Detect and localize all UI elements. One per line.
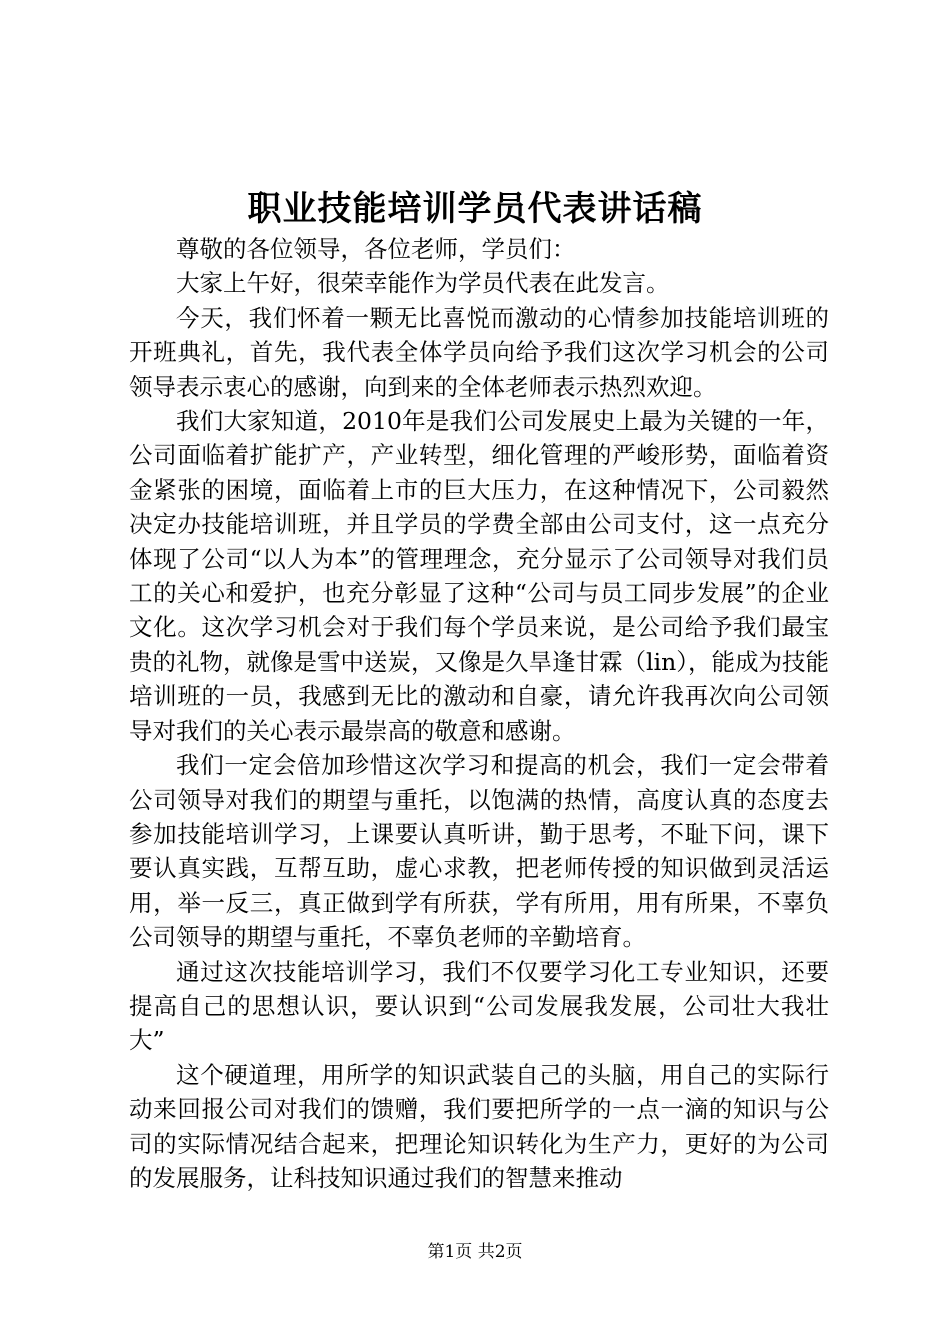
paragraph-salutation: 尊敬的各位领导，各位老师，学员们： bbox=[176, 235, 576, 263]
document-body bbox=[129, 232, 829, 1195]
paragraph-company-background: 我们大家知道，2010年是我们公司发展史上最为关键的一年，公司面临着扩能扩产，产业转型，细化管理的严峻形势，面临着资金紧张的困境，面临着上市的巨大压力，在这种情况下，公司毅然决定办技能培训班，并且学员的学费全部由公司支付，这一点充分体现了公司“以人为本”的管理理念，充分显示了公司领导对我们员工的关心和爱护，也充分彰显了这种“公司与员工同步发展”的企业文化。这次学习机会对于我们每个学员来说，是公司给予我们最宝贵的礼物，就像是雪中送炭，又像是久旱逢甘霖（lin），能成为技能培训班的一员，我感到无比的激动和自豪，请允许我再次向公司领导对我们的关心表示最崇高的敬意和感谢。 bbox=[129, 407, 829, 745]
paragraph-greeting: 大家上午好，很荣幸能作为学员代表在此发言。 bbox=[176, 269, 670, 298]
paragraph-learning-goals: 通过这次技能培训学习，我们不仅要学习化工专业知识，还要提高自己的思想认识，要认识到“公司发展我发展，公司壮大我壮大” bbox=[129, 957, 829, 1055]
page-number: 第1页 共2页 bbox=[427, 1242, 523, 1262]
paragraph-principle: 这个硬道理，用所学的知识武装自己的头脑，用自己的实际行动来回报公司对我们的馈赠，我们要把所学的一点一滴的知识与公司的实际情况结合起来，把理论知识转化为生产力，更好的为公司的发展服务，让科技知识通过我们的智慧来推动 bbox=[129, 1060, 829, 1192]
document-title: 职业技能培训学员代表讲话稿 bbox=[247, 189, 703, 229]
paragraph-commitment: 我们一定会倍加珍惜这次学习和提高的机会，我们一定会带着公司领导对我们的期望与重托，以饱满的热情，高度认真的态度去参加技能培训学习，上课要认真听讲，勤于思考，不耻下问，课下要认真实践，互帮互助，虚心求教，把老师传授的知识做到灵活运用，举一反三，真正做到学有所获，学有所用，用有所果，不辜负公司领导的期望与重托，不辜负老师的辛勤培育。 bbox=[129, 751, 829, 952]
paragraph-opening: 今天，我们怀着一颗无比喜悦而激动的心情参加技能培训班的开班典礼，首先，我代表全体学员向给予我们这次学习机会的公司领导表示衷心的感谢，向到来的全体老师表示热烈欢迎。 bbox=[129, 303, 829, 401]
